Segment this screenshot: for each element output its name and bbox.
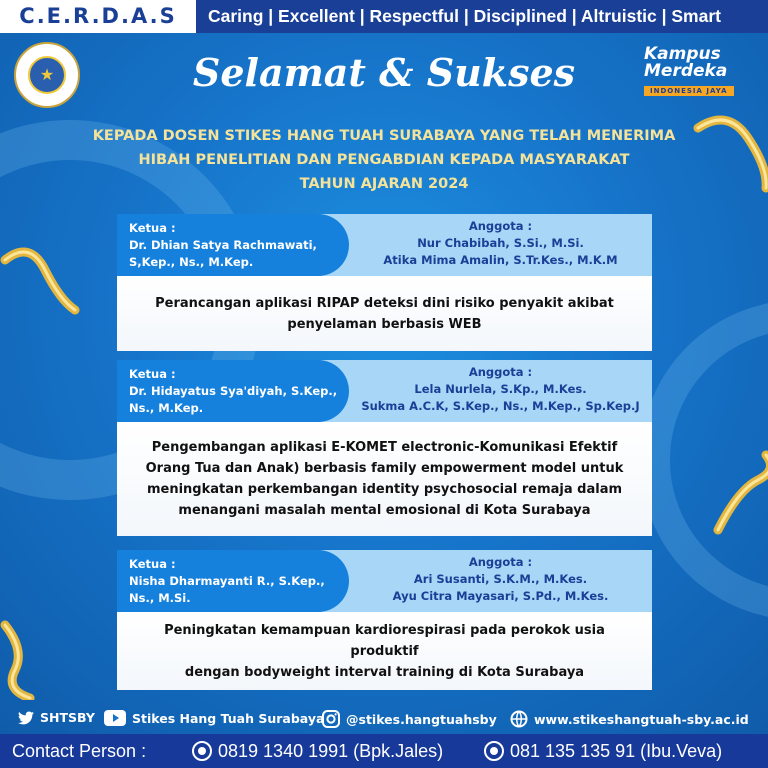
core-values: Caring | Excellent | Respectful | Disciplined | Altruistic | Smart [208, 6, 721, 26]
phone-number: 0819 1340 1991 (Bpk.Jales) [218, 741, 444, 761]
grant-card [117, 550, 652, 690]
anggota-name: Sukma A.C.K, S.Kep., Ns., M.Kep., Sp.Kep.J [361, 399, 640, 413]
ketua-name: Dr. Hidayatus Sya'diyah, S.Kep., [129, 384, 338, 398]
card-header [117, 214, 652, 276]
ketua-name: Ns., M.Si. [129, 591, 191, 605]
top-bar [0, 0, 768, 33]
contact-bar [0, 734, 768, 768]
star-icon: ★ [39, 65, 55, 84]
twitter-handle: SHTSBY [40, 710, 95, 725]
research-title-line: penyelaman berbasis WEB [287, 316, 482, 332]
card-header [117, 550, 652, 612]
gold-ribbon-icon [0, 620, 40, 700]
research-title-line: Pengembangan aplikasi E-KOMET electronic-Komunikasi Efektif [151, 440, 618, 455]
subtitle-line: HIBAH PENELITIAN DAN PENGABDIAN KEPADA MASYARAKAT [138, 152, 630, 168]
research-title [117, 422, 652, 536]
subtitle-line: TAHUN AJARAN 2024 [299, 176, 469, 192]
research-title-line: Perancangan aplikasi RIPAP deteksi dini risiko penyakit akibat [155, 295, 614, 311]
instagram-icon [322, 710, 340, 728]
research-title-line: dengan bodyweight interval training di Kota Surabaya [184, 664, 585, 680]
whatsapp-icon [192, 741, 212, 761]
anggota-label: Anggota : [468, 555, 533, 569]
anggota-label: Anggota : [468, 219, 533, 233]
ketua-name: Nisha Dharmayanti R., S.Kep., [129, 574, 325, 588]
instagram-handle: @stikes.hangtuahsby [346, 711, 497, 727]
research-title-line: menangani masalah mental emosional di Kota Surabaya [178, 503, 591, 518]
ketua-name: Ns., M.Kep. [129, 401, 204, 415]
instagram-link[interactable] [322, 710, 497, 728]
social-strip [0, 706, 768, 734]
anggota-label: Anggota : [468, 365, 533, 379]
research-title [117, 612, 652, 690]
ketua-label: Ketua : [129, 221, 176, 235]
website-url: www.stikeshangtuah-sby.ac.id [534, 711, 749, 727]
globe-icon [510, 710, 528, 728]
page-title: Selamat & Sukses [192, 50, 576, 95]
youtube-channel: Stikes Hang Tuah Surabaya [132, 710, 325, 726]
ketua-block [117, 550, 349, 612]
grant-card [117, 360, 652, 536]
anggota-block [349, 554, 652, 605]
anggota-name: Ayu Citra Mayasari, S.Pd., M.Kes. [392, 589, 609, 603]
anggota-name: Lela Nurlela, S.Kp., M.Kes. [414, 382, 587, 396]
anggota-name: Nur Chabibah, S.Si., M.Si. [417, 236, 584, 250]
youtube-icon [104, 710, 126, 726]
contact-phone-2[interactable] [484, 734, 722, 768]
ketua-name: Dr. Dhian Satya Rachmawati, [129, 238, 317, 252]
twitter-link[interactable] [18, 710, 95, 725]
anggota-block [349, 218, 652, 269]
anggota-name: Ari Susanti, S.K.M., M.Kes. [413, 572, 588, 586]
twitter-icon [18, 711, 34, 725]
merdeka-word: Merdeka [644, 61, 728, 81]
research-title-line: meningkatan perkembangan identity psychosocial remaja dalam [146, 482, 623, 497]
research-title-line: Orang Tua dan Anak) berbasis family empowerment model untuk [145, 461, 624, 476]
gold-ribbon-icon [708, 450, 768, 540]
contact-label: Contact Person : [12, 741, 147, 761]
ketua-block [117, 360, 349, 422]
subtitle-line: KEPADA DOSEN STIKES HANG TUAH SURABAYA YANG TELAH MENERIMA [92, 128, 676, 144]
whatsapp-icon [484, 741, 504, 761]
youtube-link[interactable] [104, 710, 324, 726]
anggota-block [349, 364, 652, 415]
gold-ribbon-icon [0, 240, 80, 330]
research-title-line: Peningkatan kemampuan kardiorespirasi pada perokok usia produktif [164, 622, 605, 659]
website-link[interactable] [510, 710, 749, 728]
card-header [117, 360, 652, 422]
ketua-label: Ketua : [129, 557, 176, 571]
kampus-merdeka-logo [644, 46, 754, 97]
ketua-name: S,Kep., Ns., M.Kep. [129, 255, 254, 269]
ketua-block [117, 214, 349, 276]
kampus-tagline: INDONESIA JAYA [644, 86, 734, 96]
phone-number: 081 135 135 91 (Ibu.Veva) [510, 741, 723, 761]
grant-card [117, 214, 652, 351]
anggota-name: Atika Mima Amalin, S.Tr.Kes., M.K.M [383, 253, 618, 267]
contact-phone-1[interactable] [192, 734, 443, 768]
ketua-label: Ketua : [129, 367, 176, 381]
kampus-word: Kampus [644, 44, 721, 64]
research-title [117, 276, 652, 351]
subtitle [0, 124, 768, 196]
cerdas-brand: C.E.R.D.A.S [0, 0, 196, 33]
